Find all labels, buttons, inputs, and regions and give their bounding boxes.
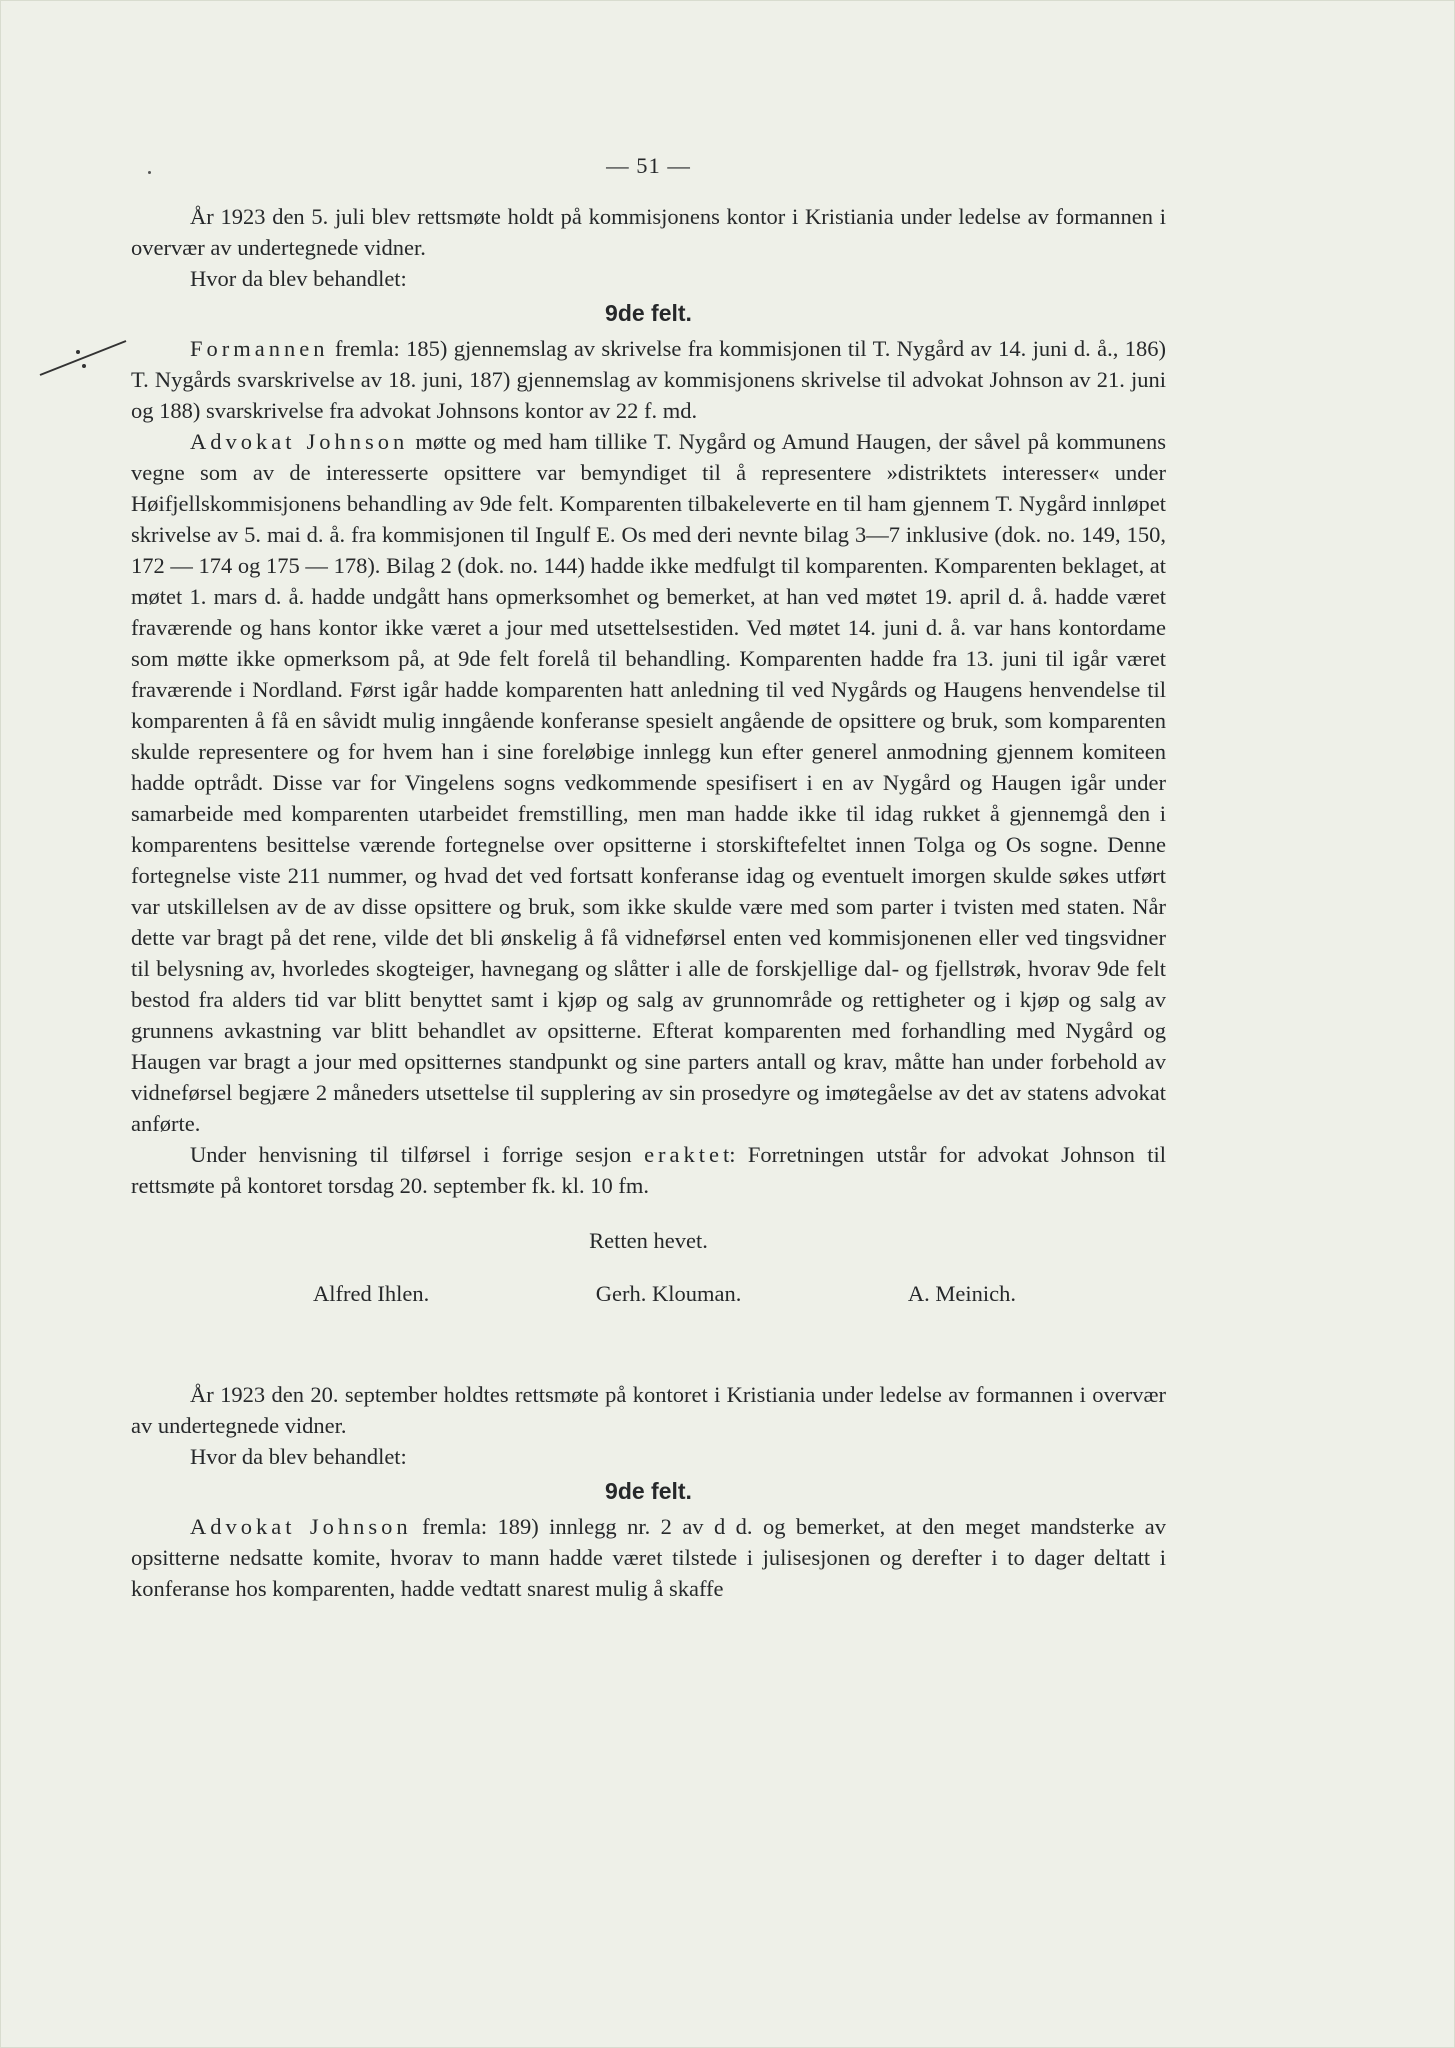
paragraph-lead: Formannen [190, 336, 329, 361]
session-intro: År 1923 den 5. juli blev rettsmøte holdt på kommisjonens kontor i Kristiania under ledelse av formannen i overvær av undertegnede vidner. [131, 204, 1166, 260]
page-number: — 51 — [606, 153, 691, 178]
paragraph-lead: erakte [644, 1142, 724, 1167]
signature: Gerh. Klouman. [595, 1281, 742, 1306]
paragraph-pre: Under henvisning til tilførsel i forrige sesjon [190, 1142, 645, 1167]
paragraph-formannen [131, 333, 1166, 426]
margin-annotation-mark [38, 335, 128, 380]
paragraph-text: fremla: 185) gjennemslag av skrivelse fra kommisjonen til T. Nygård av 14. juni d. å., 186) T. Nygårds svarskrivelse av 18. juni, 187) gjennemslag av kommisjonens skrivelse til advokat Johnson av 21. juni og 188) svarskrivelse fra advokat Johnsons kontor av 22 f. md. [131, 336, 1166, 423]
paragraph-advokat-johnson-2 [131, 1511, 1166, 1604]
agenda-line: Hvor da blev behandlet: [190, 1444, 407, 1469]
paragraph-text: t: Forretningen utstår for advokat Johnson til rettsmøte på kontoret torsdag 20. september fk. kl. 10 fm. [131, 1142, 1166, 1198]
closing-line: Retten hevet. [589, 1228, 708, 1253]
agenda-line: Hvor da blev behandlet: [190, 266, 407, 291]
section-heading: 9de felt. [605, 1478, 692, 1504]
paragraph-lead: Advokat Johnson [190, 429, 409, 454]
signature: A. Meinich. [907, 1281, 1016, 1306]
signature-row [131, 1278, 1166, 1309]
paragraph-text: fremla: 189) innlegg nr. 2 av d d. og bemerket, at den meget mandsterke av opsitterne nedsatte komite, hvorav to mann hadde været tilstede i julisesjonen og derefter i to dager deltatt i konferanse hos komparenten, hadde vedtatt snarest mulig å skaffe [131, 1514, 1166, 1601]
section-heading: 9de felt. [605, 300, 692, 326]
session-intro: År 1923 den 20. september holdtes rettsmøte på kontoret i Kristiania under ledelse av formannen i overvær av undertegnede vidner. [131, 1382, 1166, 1438]
paragraph-erkjennelse [131, 1139, 1166, 1201]
paragraph-lead: Advokat Johnson [190, 1514, 412, 1539]
signature: Alfred Ihlen. [313, 1281, 430, 1306]
paragraph-text: møtte og med ham tillike T. Nygård og Amund Haugen, der såvel på kommunens vegne som av de interesserte opsittere var bemyndiget til å representere »distriktets interesser« under Høifjellskommisjonens behandling av 9de felt. Komparenten tilbakeleverte en til ham gjennem T. Nygård innløpet skrivelse av 5. mai d. å. fra kommisjonen til Ingulf E. Os med deri nevnte bilag 3—7 inklusive (dok. no. 149, 150, 172 — 174 og 175 — 178). Bilag 2 (dok. no. 144) hadde ikke medfulgt til komparenten. Komparenten beklaget, at møtet 1. mars d. å. hadde undgått hans opmerksomhet og bemerket, at han ved møtet 19. april d. å. hadde været fraværende og hans kontor ikke været a jour med utsettelsestiden. Ved møtet 14. juni d. å. var hans kontordame som møtte ikke opmerksom på, at 9de felt forelå til behandling. Komparenten hadde fra 13. juni til igår været fraværende i Nordland. Først igår hadde komparenten hatt anledning til ved Nygårds og Haugens henvendelse til komparenten å få en såvidt mulig inngående konferanse spesielt angående de opsittere og bruk, som komparenten skulde representere og for hvem han i sine foreløbige innlegg kun efter generel anmodning gjennem komiteen hadde optrådt. Disse var for Vingelens sogns vedkommende spesifisert i en av Nygård og Haugen igår under samarbeide med komparenten utarbeidet fremstilling, men man hadde ikke til idag rukket å gjennemgå den i komparentens besittelse værende fortegnelse over opsitterne i storskiftefeltet innen Tolga og Os sogne. Denne fortegnelse viste 211 nummer, og hvad det ved fortsatt konferanse idag og eventuelt imorgen skulde søkes utført var utskillelsen av de av disse opsittere og bruk, som ikke skulde være med som parter i tvisten med staten. Når dette var bragt på det rene, vilde det bli ønskelig å få vidneførsel enten ved kommisjonenen eller ved tingsvidner til belysning av, hvorledes skogteiger, havnegang og slåtter i alle de forskjellige dal- og fjellstrøk, hvorav 9de felt bestod fra alders tid var blitt benyttet samt i kjøp og salg av grunnområde og rettigheter og i kjøp og salg av grunnens avkastning var blitt behandlet av opsitterne. Efterat komparenten med forhandling med Nygård og Haugen var bragt a jour med opsitternes standpunkt og sine parters antall og krav, måtte han under forbehold av vidneførsel begjære 2 måneders utsettelse til supplering av sin prosedyre og imøtegåelse av det av statens advokat anførte. [131, 429, 1166, 1136]
document-body [131, 150, 1166, 1604]
paragraph-advokat-johnson [131, 426, 1166, 1139]
